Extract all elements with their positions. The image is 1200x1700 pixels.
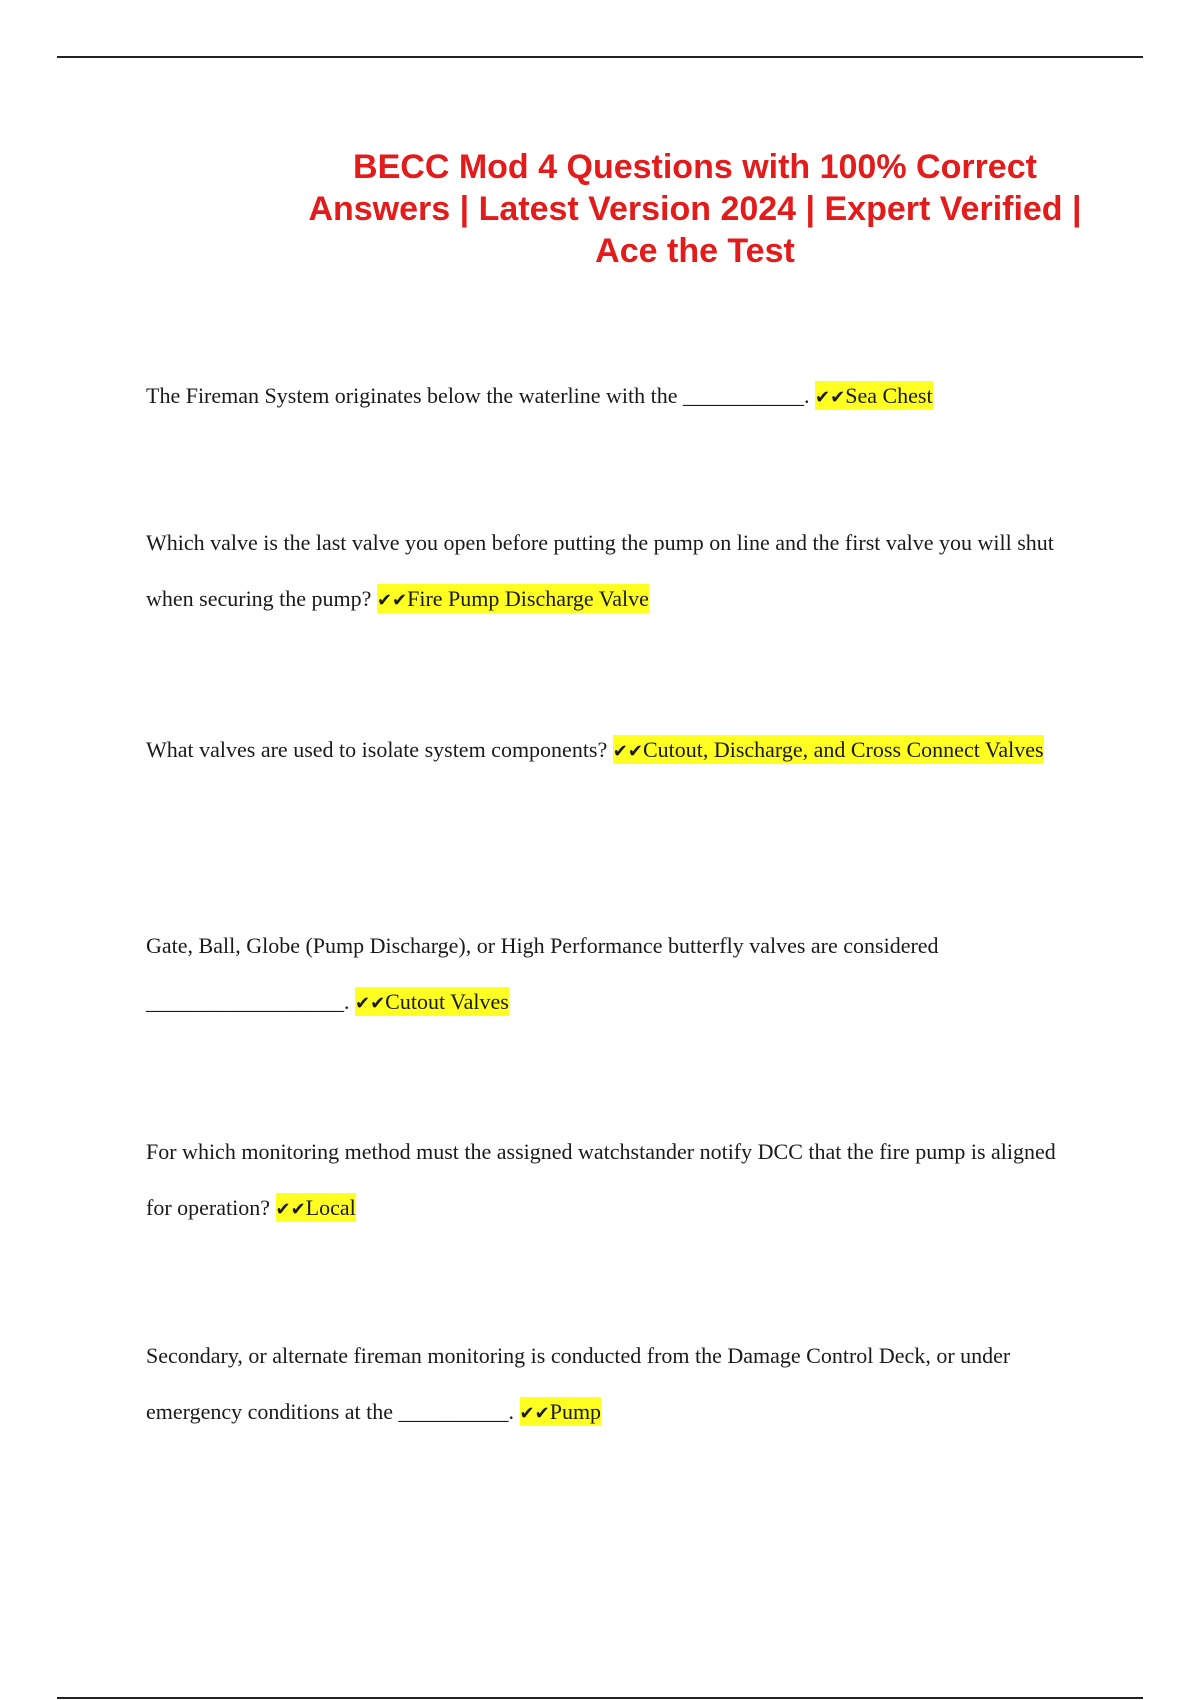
double-check-icon: ✔✔ — [376, 590, 408, 611]
answer-highlight — [520, 1397, 602, 1426]
answer-highlight — [377, 584, 649, 613]
answer-text: Fire Pump Discharge Valve — [407, 586, 649, 611]
answer-highlight — [815, 381, 933, 410]
qa-item-4 — [146, 918, 1076, 1032]
bottom-rule — [57, 1697, 1143, 1699]
question-text: The Fireman System originates below the waterline with the ___________. — [146, 383, 810, 408]
qa-item-3 — [146, 720, 1076, 782]
double-check-icon: ✔✔ — [815, 387, 846, 408]
question-text: Gate, Ball, Globe (Pump Discharge), or High Performance butterfly valves are considered __________________. — [146, 933, 939, 1014]
answer-highlight — [276, 1193, 356, 1222]
double-check-icon: ✔✔ — [612, 741, 643, 762]
answer-highlight — [613, 735, 1044, 764]
double-check-icon: ✔✔ — [519, 1403, 550, 1424]
qa-item-2 — [146, 515, 1076, 629]
question-text: Which valve is the last valve you open before putting the pump on line and the first valve you will shut when securing the pump? — [146, 530, 1054, 611]
document-title: BECC Mod 4 Questions with 100% Correct Answers | Latest Version 2024 | Expert Verified | Ace the Test — [308, 148, 1082, 270]
answer-text: Sea Chest — [845, 383, 933, 408]
answer-text: Cutout Valves — [385, 989, 509, 1014]
question-text: What valves are used to isolate system components? — [146, 737, 608, 762]
answer-text: Pump — [549, 1399, 602, 1424]
question-text: Secondary, or alternate fireman monitoring is conducted from the Damage Control Deck, or under emergency conditions at the __________. — [146, 1343, 1011, 1424]
double-check-icon: ✔✔ — [275, 1199, 306, 1220]
top-rule — [57, 56, 1143, 58]
double-check-icon: ✔✔ — [355, 993, 386, 1014]
answer-highlight — [355, 987, 509, 1016]
answer-text: Cutout, Discharge, and Cross Connect Valves — [642, 737, 1044, 762]
qa-item-5 — [146, 1124, 1076, 1238]
question-text: For which monitoring method must the assigned watchstander notify DCC that the fire pump is aligned for operation? — [146, 1139, 1056, 1220]
answer-text: Local — [305, 1195, 356, 1220]
qa-item-6 — [146, 1328, 1076, 1442]
qa-item-1 — [146, 368, 1076, 426]
